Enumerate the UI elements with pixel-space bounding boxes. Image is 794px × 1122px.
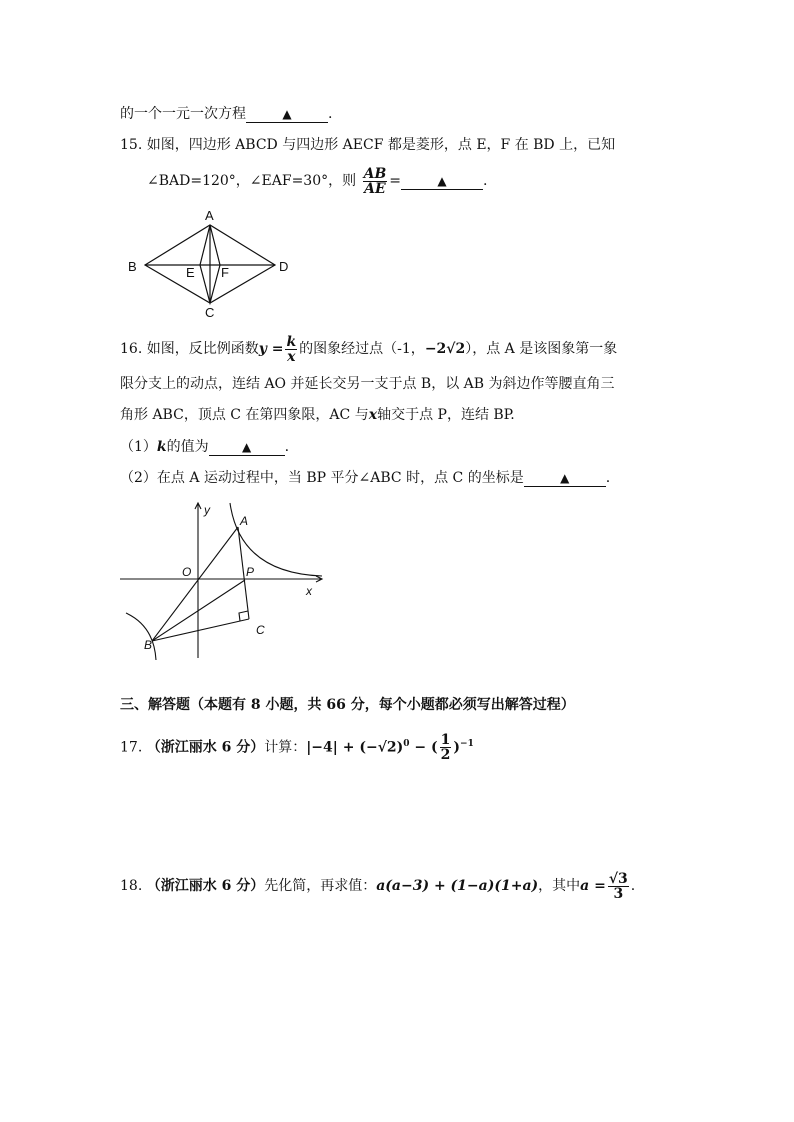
label-c: C	[256, 623, 265, 637]
q16-function-y: y =	[258, 341, 284, 357]
q16-sub2: （2）在点 A 运动过程中，当 BP 平分∠ABC 时，点 C 的坐标是 ▲ .	[120, 470, 611, 486]
q16-text-1c: ），点 A 是该图象第一象	[465, 341, 618, 357]
q14-tail-text: 的一个一元一次方程	[120, 106, 246, 122]
q16-line1	[120, 334, 617, 364]
q18-source: （浙江丽水 6 分）	[146, 878, 265, 894]
q16-sub2-text: （2）在点 A 运动过程中，当 BP 平分∠ABC 时，点 C 的坐标是	[120, 470, 524, 486]
label-b: B	[128, 259, 137, 274]
label-a: A	[205, 208, 214, 223]
q16-line2	[120, 374, 615, 394]
q16-text-1a: 16. 如图，反比例函数	[120, 341, 259, 357]
label-y: y	[204, 503, 210, 517]
q16-text-3a: 角形 ABC，顶点 C 在第四象限，AC 与	[120, 407, 369, 423]
q15-fraction: $\frac{AB}{AE}$	[363, 165, 387, 197]
q15-text-1: 15. 如图，四边形 ABCD 与四边形 AECF 都是菱形，点 E，F 在 BD 上，已知	[120, 137, 616, 153]
q17-half: $\frac{1}{2}$	[440, 732, 451, 764]
q15-text-2: ∠BAD=120°，∠EAF=30°，则	[147, 173, 357, 189]
q17: 17. （浙江丽水 6 分）计算：$|-4| + (-√2)^0$ − ( $\frac{1}{2}$ )$^{-1}$	[120, 732, 474, 764]
q17-source: （浙江丽水 6 分）	[146, 739, 265, 756]
q18-expr: a(a−3) + (1−a)(1+a)	[376, 878, 539, 894]
q16-sub1-answer-blank[interactable]: ▲	[209, 439, 285, 456]
label-o: O	[182, 565, 192, 579]
q16-figure	[118, 498, 328, 663]
q16-text-2: 限分支上的动点，连结 AO 并延长交另一支于点 B，以 AB 为斜边作等腰直角三	[120, 376, 615, 392]
label-c: C	[205, 305, 215, 320]
q18: 18. （浙江丽水 6 分）先化简，再求值：a(a−3) + (1−a)(1+a)，其中a = $\frac{√3}{3}$ .	[120, 870, 636, 902]
q16-sub2-answer-blank[interactable]: ▲	[524, 470, 606, 487]
section-3-heading: 三、解答题（本题有 8 小题，共 66 分，每个小题都必须写出解答过程）	[120, 697, 575, 713]
label-x: x	[306, 584, 312, 598]
label-b: B	[144, 638, 153, 652]
q18-value: $\frac{√3}{3}$	[608, 870, 628, 902]
q16-sub1: （1）k的值为 ▲ .	[120, 439, 290, 455]
q16-text-3b: 轴交于点 P，连结 BP.	[377, 407, 515, 423]
label-f: F	[221, 265, 229, 280]
q14-tail: 的一个一元一次方程 ▲ .	[120, 106, 333, 122]
q16-point-y: −2√2	[424, 341, 466, 357]
label-p: P	[246, 565, 255, 579]
q15-line1	[120, 135, 615, 155]
label-e: E	[186, 265, 195, 280]
label-a: A	[240, 514, 249, 528]
q15-figure	[120, 205, 300, 320]
q17-expr: |−4| + (−√2)	[306, 739, 404, 756]
q14-answer-blank[interactable]: ▲	[246, 106, 328, 123]
q15-answer-blank[interactable]: ▲	[401, 173, 483, 190]
hyperbola-third-quadrant	[126, 613, 156, 660]
q16-line3: 角形 ABC，顶点 C 在第四象限，AC 与x轴交于点 P，连结 BP.	[120, 407, 515, 423]
q15-line2: ∠BAD=120°，∠EAF=30°，则 $\frac{AB}{AE}$ = ▲ .	[147, 165, 488, 197]
label-d: D	[279, 259, 289, 274]
q16-text-1b: 的图象经过点（-1，	[299, 341, 425, 357]
q16-function-fraction: $\frac{k}{x}$	[286, 333, 297, 365]
